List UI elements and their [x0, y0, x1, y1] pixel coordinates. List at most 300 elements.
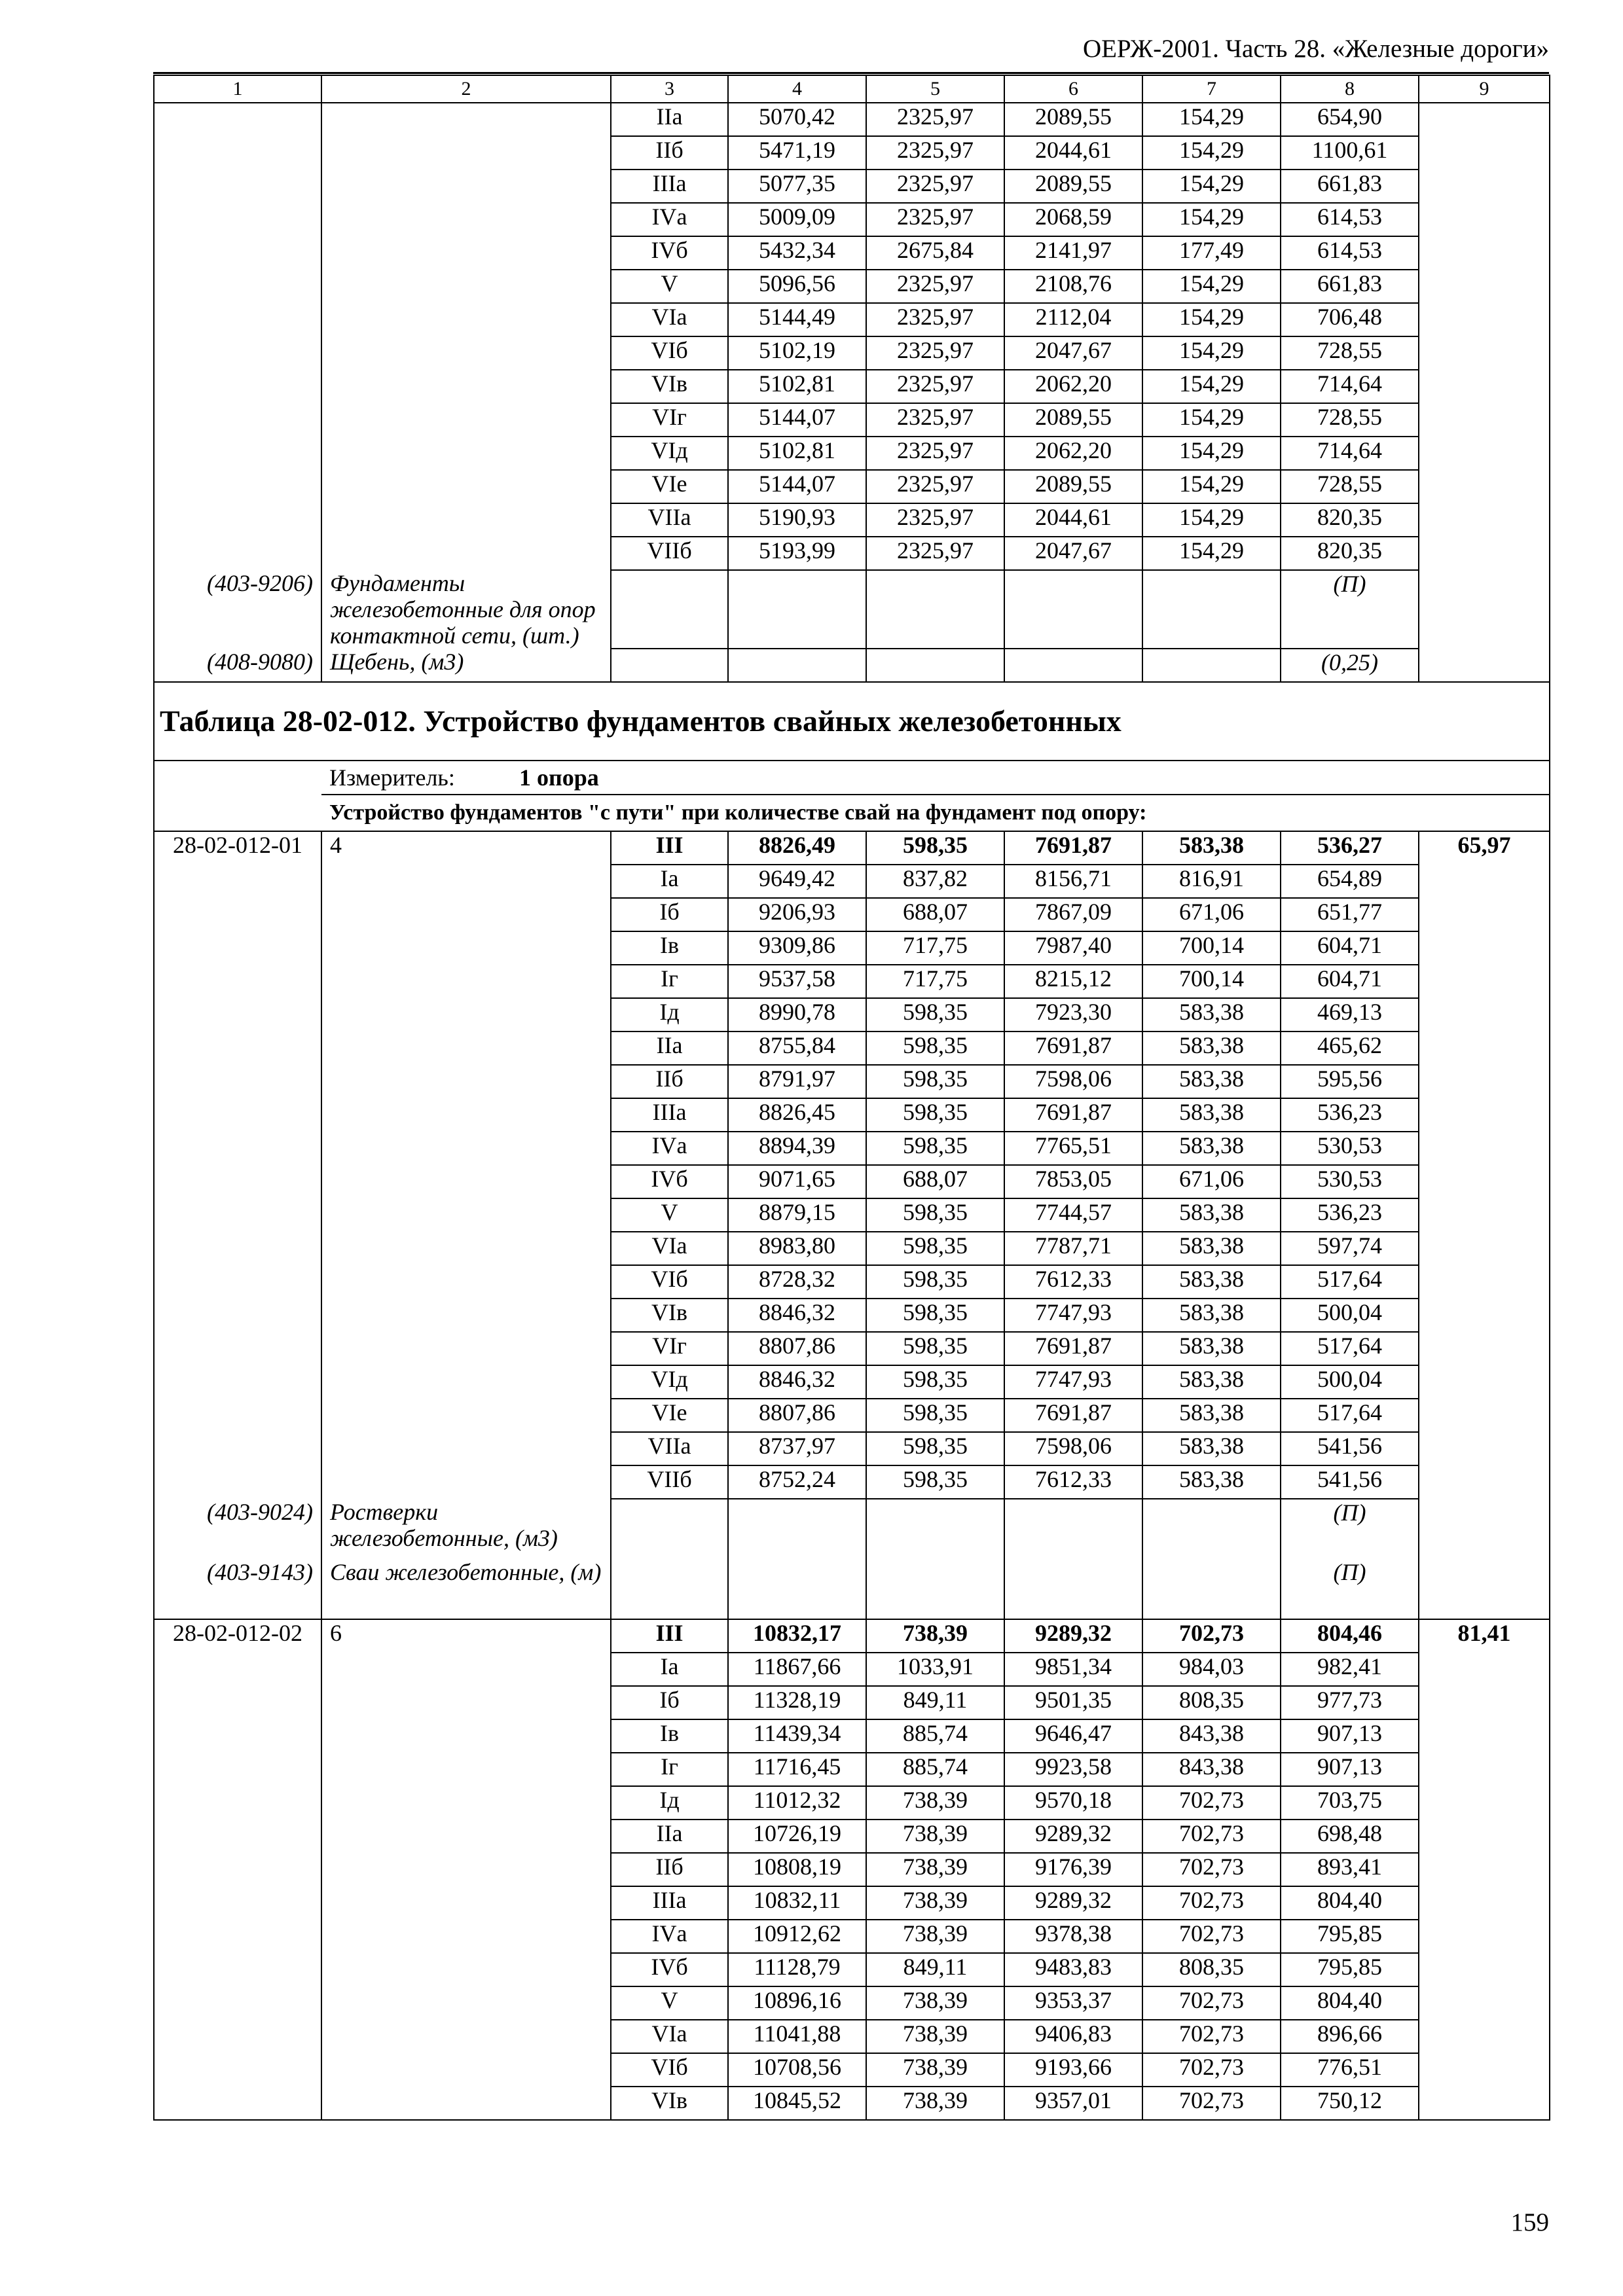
- value-cell: 2044,61: [1004, 503, 1142, 537]
- table-row: [154, 1686, 1550, 1719]
- value-cell: 10912,62: [728, 1920, 866, 1953]
- zone-code: VIIб: [611, 537, 728, 570]
- value-cell: 583,38: [1142, 1065, 1281, 1098]
- value-cell: 530,53: [1281, 1165, 1419, 1198]
- value-cell: 177,49: [1142, 236, 1281, 270]
- table-row: [154, 303, 1550, 336]
- value-cell: 5190,93: [728, 503, 866, 537]
- measure-row: [154, 761, 1550, 795]
- zone-code: IVа: [611, 1132, 728, 1165]
- col9-cell: [1419, 1332, 1550, 1365]
- zone-code: IIб: [611, 136, 728, 170]
- name-cell: [321, 370, 611, 403]
- value-cell: 10808,19: [728, 1853, 866, 1886]
- material-value: (П): [1281, 1559, 1419, 1619]
- value-cell: 2068,59: [1004, 203, 1142, 236]
- zone-code: Iв: [611, 931, 728, 965]
- value-cell: 2325,97: [866, 103, 1004, 136]
- value-cell: 2112,04: [1004, 303, 1142, 336]
- value-cell: 11012,32: [728, 1786, 866, 1820]
- page-header-title: ОЕРЖ-2001. Часть 28. «Железные дороги»: [1082, 35, 1549, 63]
- value-cell: 820,35: [1281, 537, 1419, 570]
- value-cell: 1033,91: [866, 1653, 1004, 1686]
- value-cell: 598,35: [866, 1465, 1004, 1499]
- col9-cell: [1419, 570, 1550, 649]
- value-cell: 598,35: [866, 1332, 1004, 1365]
- value-cell: 9406,83: [1004, 2020, 1142, 2053]
- code-cell: [154, 1232, 321, 1265]
- value-cell: 738,39: [866, 2087, 1004, 2120]
- name-cell: [321, 1986, 611, 2020]
- value-cell: 9501,35: [1004, 1686, 1142, 1719]
- code-cell: [154, 403, 321, 437]
- col9-cell: [1419, 170, 1550, 203]
- empty-cell: [1004, 1499, 1142, 1559]
- name-cell: [321, 1786, 611, 1820]
- name-cell: [321, 1031, 611, 1065]
- empty-cell: [1004, 1559, 1142, 1619]
- col9-cell: [1419, 1886, 1550, 1920]
- name-cell: [321, 865, 611, 898]
- zone-code: IVа: [611, 1920, 728, 1953]
- zone-code: VIIа: [611, 503, 728, 537]
- zone-code: IIIа: [611, 1886, 728, 1920]
- code-cell: [154, 170, 321, 203]
- value-cell: 907,13: [1281, 1719, 1419, 1753]
- value-cell: 2089,55: [1004, 403, 1142, 437]
- col9-cell: [1419, 898, 1550, 931]
- name-cell: [321, 1886, 611, 1920]
- zone-code: IVа: [611, 203, 728, 236]
- value-cell: 2062,20: [1004, 437, 1142, 470]
- material-code: (403-9024): [154, 1499, 321, 1559]
- zone-code: IIа: [611, 1820, 728, 1853]
- value-cell: 738,39: [866, 1986, 1004, 2020]
- empty-cell: [154, 761, 321, 795]
- code-cell: [154, 1198, 321, 1232]
- code-cell: [154, 470, 321, 503]
- value-cell: 517,64: [1281, 1332, 1419, 1365]
- empty-cell: [611, 1499, 728, 1559]
- value-cell: 2325,97: [866, 203, 1004, 236]
- table-row: [154, 1753, 1550, 1786]
- value-cell: 843,38: [1142, 1753, 1281, 1786]
- value-cell: 598,35: [866, 1198, 1004, 1232]
- column-number: 5: [866, 75, 1004, 103]
- value-cell: 598,35: [866, 1065, 1004, 1098]
- value-cell: 7691,87: [1004, 1098, 1142, 1132]
- value-cell: 2325,97: [866, 136, 1004, 170]
- table-row: [154, 370, 1550, 403]
- empty-cell: [728, 1559, 866, 1619]
- value-cell: 804,46: [1281, 1619, 1419, 1653]
- col9-cell: [1419, 303, 1550, 336]
- value-cell: 816,91: [1142, 865, 1281, 898]
- col9-cell: [1419, 1465, 1550, 1499]
- value-cell: 541,56: [1281, 1432, 1419, 1465]
- name-cell: [321, 998, 611, 1031]
- value-cell: 702,73: [1142, 1853, 1281, 1886]
- value-cell: 907,13: [1281, 1753, 1419, 1786]
- empty-cell: [866, 649, 1004, 682]
- value-cell: 703,75: [1281, 1786, 1419, 1820]
- name-cell: [321, 1332, 611, 1365]
- col9-cell: [1419, 1432, 1550, 1465]
- value-cell: 804,40: [1281, 1886, 1419, 1920]
- section-subtitle: Устройство фундаментов "с пути" при количестве свай на фундамент под опору:: [321, 795, 1550, 831]
- code-cell: [154, 2053, 321, 2087]
- col9-cell: [1419, 965, 1550, 998]
- col9-value: 81,41: [1419, 1619, 1550, 1653]
- value-cell: 9071,65: [728, 1165, 866, 1198]
- value-cell: 2325,97: [866, 470, 1004, 503]
- col9-cell: [1419, 2053, 1550, 2087]
- value-cell: 688,07: [866, 898, 1004, 931]
- table-row: [154, 1853, 1550, 1886]
- value-cell: 654,90: [1281, 103, 1419, 136]
- name-cell: [321, 403, 611, 437]
- value-cell: 661,83: [1281, 270, 1419, 303]
- empty-cell: [1004, 570, 1142, 649]
- code-cell: [154, 1753, 321, 1786]
- value-cell: 8879,15: [728, 1198, 866, 1232]
- value-cell: 893,41: [1281, 1853, 1419, 1886]
- table-row: [154, 2053, 1550, 2087]
- column-number: 8: [1281, 75, 1419, 103]
- code-cell: [154, 1986, 321, 2020]
- value-cell: 7691,87: [1004, 1399, 1142, 1432]
- zone-code: VIв: [611, 370, 728, 403]
- zone-code: VIд: [611, 437, 728, 470]
- value-cell: 849,11: [866, 1686, 1004, 1719]
- table-row: [154, 1332, 1550, 1365]
- value-cell: 896,66: [1281, 2020, 1419, 2053]
- col9-cell: [1419, 270, 1550, 303]
- value-cell: 536,23: [1281, 1098, 1419, 1132]
- table-row: [154, 270, 1550, 303]
- name-cell: [321, 170, 611, 203]
- zone-code: Iг: [611, 965, 728, 998]
- value-cell: 8894,39: [728, 1132, 866, 1165]
- code-cell: [154, 931, 321, 965]
- value-cell: 598,35: [866, 1299, 1004, 1332]
- value-cell: 500,04: [1281, 1299, 1419, 1332]
- value-cell: 654,89: [1281, 865, 1419, 898]
- value-cell: 849,11: [866, 1953, 1004, 1986]
- column-number: 1: [154, 75, 321, 103]
- table-row: [154, 998, 1550, 1031]
- col9-cell: [1419, 998, 1550, 1031]
- zone-code: IVб: [611, 236, 728, 270]
- table-row: [154, 1065, 1550, 1098]
- value-cell: 9206,93: [728, 898, 866, 931]
- value-cell: 8983,80: [728, 1232, 866, 1265]
- empty-cell: [866, 1559, 1004, 1619]
- price-table: [153, 75, 1550, 2121]
- value-cell: 714,64: [1281, 437, 1419, 470]
- code-cell: [154, 103, 321, 136]
- code-cell: [154, 1165, 321, 1198]
- value-cell: 702,73: [1142, 1619, 1281, 1653]
- value-cell: 728,55: [1281, 336, 1419, 370]
- col9-cell: [1419, 1132, 1550, 1165]
- name-cell: [321, 1165, 611, 1198]
- empty-cell: [1142, 1499, 1281, 1559]
- zone-code: VIг: [611, 1332, 728, 1365]
- value-cell: 2062,20: [1004, 370, 1142, 403]
- value-cell: 8755,84: [728, 1031, 866, 1065]
- value-cell: 750,12: [1281, 2087, 1419, 2120]
- table-row: [154, 1465, 1550, 1499]
- col9-cell: [1419, 503, 1550, 537]
- zone-code: VIв: [611, 1299, 728, 1332]
- value-cell: 8826,49: [728, 831, 866, 865]
- empty-cell: [866, 1499, 1004, 1559]
- code-cell: [154, 303, 321, 336]
- name-cell: [321, 437, 611, 470]
- col9-cell: [1419, 537, 1550, 570]
- value-cell: 808,35: [1142, 1953, 1281, 1986]
- col9-cell: [1419, 470, 1550, 503]
- table-row: [154, 1198, 1550, 1232]
- value-cell: 7853,05: [1004, 1165, 1142, 1198]
- value-cell: 2675,84: [866, 236, 1004, 270]
- name-cell: [321, 236, 611, 270]
- value-cell: 9289,32: [1004, 1820, 1142, 1853]
- name-cell: [321, 1399, 611, 1432]
- col9-cell: [1419, 1559, 1550, 1619]
- value-cell: 738,39: [866, 2053, 1004, 2087]
- code-cell: [154, 1465, 321, 1499]
- measure-value: 1 опора: [519, 764, 599, 791]
- value-cell: 154,29: [1142, 470, 1281, 503]
- name-cell: [321, 136, 611, 170]
- code-cell: [154, 503, 321, 537]
- material-row: [154, 1559, 1550, 1619]
- value-cell: 9309,86: [728, 931, 866, 965]
- col9-cell: [1419, 1753, 1550, 1786]
- value-cell: 8215,12: [1004, 965, 1142, 998]
- value-cell: 843,38: [1142, 1719, 1281, 1753]
- material-code: (403-9143): [154, 1559, 321, 1619]
- value-cell: 9193,66: [1004, 2053, 1142, 2087]
- value-cell: 583,38: [1142, 1465, 1281, 1499]
- value-cell: 7691,87: [1004, 1031, 1142, 1065]
- value-cell: 9289,32: [1004, 1886, 1142, 1920]
- value-cell: 2325,97: [866, 537, 1004, 570]
- value-cell: 2108,76: [1004, 270, 1142, 303]
- value-cell: 808,35: [1142, 1686, 1281, 1719]
- col9-cell: [1419, 1198, 1550, 1232]
- name-cell: [321, 1132, 611, 1165]
- zone-code: VIа: [611, 1232, 728, 1265]
- value-cell: 10845,52: [728, 2087, 866, 2120]
- value-cell: 598,35: [866, 1399, 1004, 1432]
- code-cell: [154, 1299, 321, 1332]
- value-cell: 9646,47: [1004, 1719, 1142, 1753]
- code-cell: [154, 136, 321, 170]
- value-cell: 7987,40: [1004, 931, 1142, 965]
- value-cell: 9357,01: [1004, 2087, 1142, 2120]
- value-cell: 5102,19: [728, 336, 866, 370]
- value-cell: 10896,16: [728, 1986, 866, 2020]
- table-row: [154, 1820, 1550, 1853]
- zone-code: IIб: [611, 1065, 728, 1098]
- value-cell: 583,38: [1142, 1365, 1281, 1399]
- value-cell: 583,38: [1142, 1432, 1281, 1465]
- material-value: (0,25): [1281, 649, 1419, 682]
- name-cell: [321, 1853, 611, 1886]
- value-cell: 738,39: [866, 1820, 1004, 1853]
- name-cell: [321, 2053, 611, 2087]
- table-row: [154, 336, 1550, 370]
- value-cell: 776,51: [1281, 2053, 1419, 2087]
- col9-cell: [1419, 1232, 1550, 1265]
- code-cell: [154, 1399, 321, 1432]
- empty-cell: [1142, 1559, 1281, 1619]
- table-row: [154, 898, 1550, 931]
- value-cell: 7747,93: [1004, 1299, 1142, 1332]
- value-cell: 154,29: [1142, 303, 1281, 336]
- code-cell: [154, 1065, 321, 1098]
- name-cell: [321, 1686, 611, 1719]
- value-cell: 11716,45: [728, 1753, 866, 1786]
- name-cell: [321, 270, 611, 303]
- table-row: [154, 170, 1550, 203]
- zone-code: VIIб: [611, 1465, 728, 1499]
- code-cell: [154, 1365, 321, 1399]
- value-cell: 885,74: [866, 1753, 1004, 1786]
- zone-code: VIд: [611, 1365, 728, 1399]
- value-cell: 469,13: [1281, 998, 1419, 1031]
- value-cell: 10832,17: [728, 1619, 866, 1653]
- material-value: (П): [1281, 1499, 1419, 1559]
- col9-cell: [1419, 2087, 1550, 2120]
- value-cell: 5432,34: [728, 236, 866, 270]
- zone-code: VIе: [611, 1399, 728, 1432]
- value-cell: 10708,56: [728, 2053, 866, 2087]
- value-cell: 5144,49: [728, 303, 866, 336]
- value-cell: 2325,97: [866, 170, 1004, 203]
- name-cell: [321, 303, 611, 336]
- value-cell: 598,35: [866, 1031, 1004, 1065]
- col9-cell: [1419, 437, 1550, 470]
- value-cell: 583,38: [1142, 831, 1281, 865]
- value-cell: 820,35: [1281, 503, 1419, 537]
- value-cell: 2141,97: [1004, 236, 1142, 270]
- code-cell: [154, 1953, 321, 1986]
- empty-cell: [1142, 649, 1281, 682]
- value-cell: 671,06: [1142, 898, 1281, 931]
- name-cell: [321, 898, 611, 931]
- col9-cell: [1419, 1986, 1550, 2020]
- value-cell: 583,38: [1142, 1098, 1281, 1132]
- value-cell: 698,48: [1281, 1820, 1419, 1853]
- value-cell: 700,14: [1142, 931, 1281, 965]
- value-cell: 7765,51: [1004, 1132, 1142, 1165]
- value-cell: 598,35: [866, 1232, 1004, 1265]
- name-cell: [321, 1920, 611, 1953]
- empty-cell: [1142, 570, 1281, 649]
- code-cell: [154, 2020, 321, 2053]
- value-cell: 154,29: [1142, 103, 1281, 136]
- value-cell: 738,39: [866, 1853, 1004, 1886]
- page-number: 159: [1510, 2208, 1549, 2236]
- value-cell: 2044,61: [1004, 136, 1142, 170]
- zone-code: Iд: [611, 998, 728, 1031]
- value-cell: 984,03: [1142, 1653, 1281, 1686]
- column-number: 2: [321, 75, 611, 103]
- value-cell: 11128,79: [728, 1953, 866, 1986]
- name-cell: [321, 931, 611, 965]
- header-rule: [153, 72, 1549, 74]
- table-row: [154, 503, 1550, 537]
- empty-cell: [611, 1559, 728, 1619]
- value-cell: 583,38: [1142, 1232, 1281, 1265]
- material-name: Фундаменты железобетонные для опор контактной сети, (шт.): [321, 570, 611, 649]
- code-cell: [154, 1820, 321, 1853]
- table-row: [154, 965, 1550, 998]
- table-row: [154, 1619, 1550, 1653]
- value-cell: 795,85: [1281, 1953, 1419, 1986]
- col9-cell: [1419, 403, 1550, 437]
- table-row: [154, 437, 1550, 470]
- name-cell: [321, 1653, 611, 1686]
- name-cell: [321, 965, 611, 998]
- material-name: Сваи железобетонные, (м): [321, 1559, 611, 1619]
- table-row: [154, 1719, 1550, 1753]
- table-row: [154, 236, 1550, 270]
- value-cell: 1100,61: [1281, 136, 1419, 170]
- zone-code: IVб: [611, 1953, 728, 1986]
- empty-cell: [1004, 649, 1142, 682]
- value-cell: 2089,55: [1004, 470, 1142, 503]
- empty-cell: [154, 795, 321, 831]
- col9-value: 65,97: [1419, 831, 1550, 865]
- name-cell: [321, 336, 611, 370]
- material-code: (403-9206): [154, 570, 321, 649]
- table-title: Таблица 28-02-012. Устройство фундаментов свайных железобетонных: [154, 682, 1550, 761]
- col9-cell: [1419, 1365, 1550, 1399]
- value-cell: 738,39: [866, 1920, 1004, 1953]
- code-cell: [154, 1132, 321, 1165]
- value-cell: 154,29: [1142, 136, 1281, 170]
- name-cell: [321, 1753, 611, 1786]
- col9-cell: [1419, 1920, 1550, 1953]
- col9-cell: [1419, 1031, 1550, 1065]
- value-cell: 706,48: [1281, 303, 1419, 336]
- value-cell: 154,29: [1142, 203, 1281, 236]
- table-body: [154, 75, 1550, 2120]
- table-row: [154, 1265, 1550, 1299]
- col9-cell: [1419, 1065, 1550, 1098]
- value-cell: 700,14: [1142, 965, 1281, 998]
- value-cell: 671,06: [1142, 1165, 1281, 1198]
- zone-code: Iб: [611, 898, 728, 931]
- value-cell: 702,73: [1142, 1886, 1281, 1920]
- value-cell: 541,56: [1281, 1465, 1419, 1499]
- value-cell: 5009,09: [728, 203, 866, 236]
- name-cell: [321, 2020, 611, 2053]
- zone-code: IVб: [611, 1165, 728, 1198]
- zone-code: VIг: [611, 403, 728, 437]
- col9-cell: [1419, 1098, 1550, 1132]
- zone-code: Iг: [611, 1753, 728, 1786]
- zone-code: IIб: [611, 1853, 728, 1886]
- value-cell: 536,27: [1281, 831, 1419, 865]
- value-cell: 10832,11: [728, 1886, 866, 1920]
- column-number: 7: [1142, 75, 1281, 103]
